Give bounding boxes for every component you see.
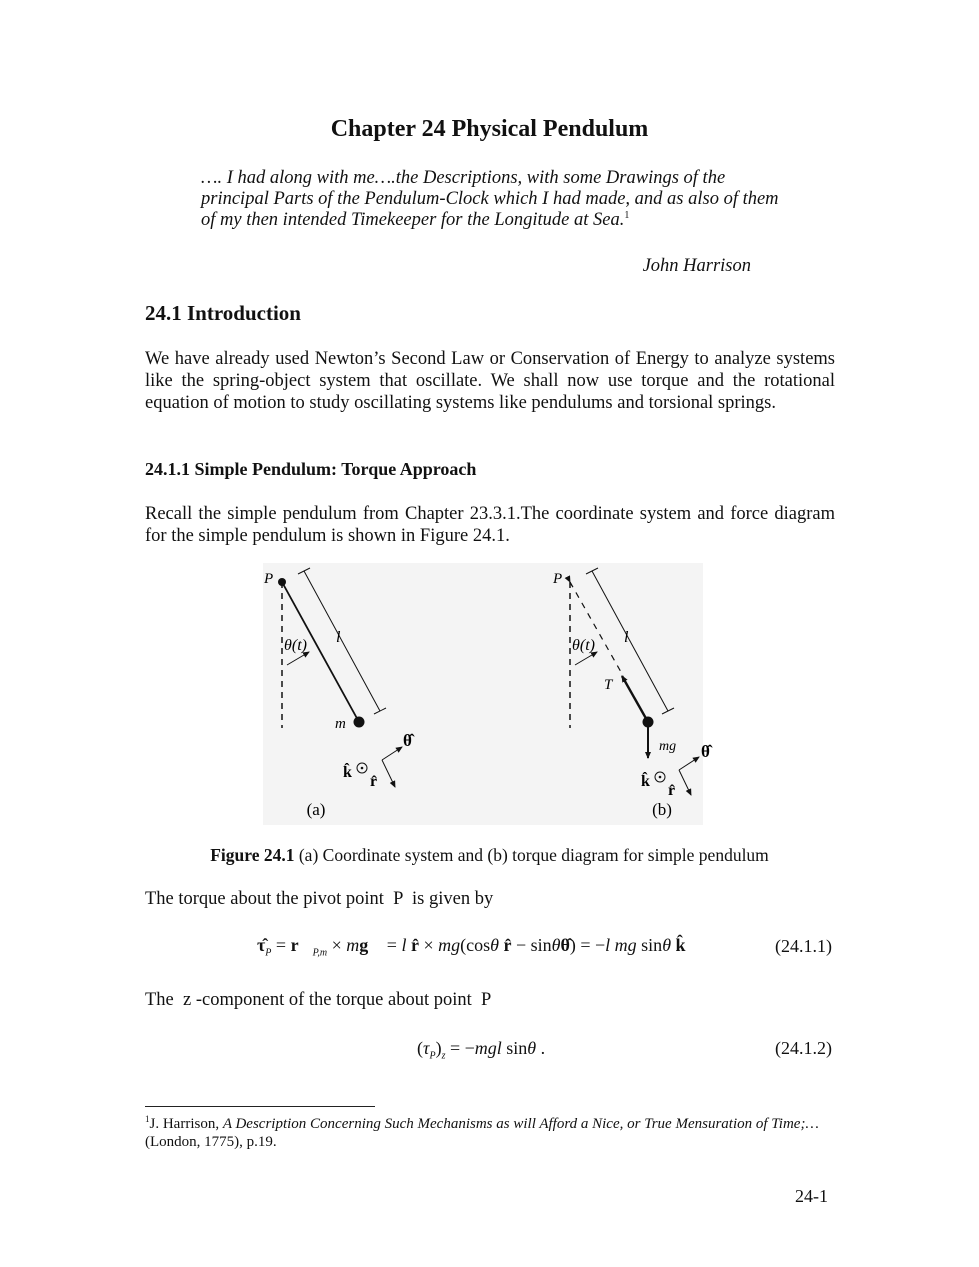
- figure-caption: [0, 845, 979, 866]
- page-number: 24-1: [795, 1186, 828, 1206]
- z-component-text: The z -component of the torque about point P: [145, 990, 492, 1010]
- pendulum-bob: [354, 717, 365, 728]
- footnote-rest: (London, 1775), p.19.: [145, 1134, 277, 1150]
- pivot-label: P: [264, 571, 274, 587]
- chapter-title: Chapter 24 Physical Pendulum: [330, 116, 649, 142]
- theta-hat-label: θ̂: [701, 742, 710, 761]
- out-of-page-dot: [659, 776, 662, 779]
- mass-label: m: [335, 716, 346, 732]
- panel-b-label: (b): [652, 800, 672, 819]
- pivot-point: [278, 578, 286, 586]
- footnote-number: 1: [145, 1114, 150, 1124]
- equation-number-2: (24.1.2): [775, 1038, 832, 1058]
- pendulum-figure: [0, 555, 979, 830]
- r-hat-label: r̂: [370, 773, 378, 790]
- footnote-rule: [145, 1106, 375, 1107]
- tension-label: T: [604, 677, 613, 693]
- epigraph: [201, 168, 786, 231]
- weight-label: mg: [659, 739, 677, 754]
- r-hat-label: r̂: [668, 782, 676, 799]
- footnote: [145, 1115, 835, 1151]
- section-heading: 24.1 Introduction: [145, 301, 301, 325]
- equation-24-1-1: $\taû_P$ = $r⃗_{P,m}$ × mg⃗ = l r̂ × mg(cosθ r̂ − sinθθ̂) = −l mg sinθ k̂: [257, 935, 686, 959]
- length-label: l: [336, 629, 341, 646]
- pendulum-bob: [643, 717, 654, 728]
- angle-label: θ(t): [284, 637, 307, 654]
- panel-a-label: (a): [306, 800, 326, 819]
- k-hat-label: k̂: [641, 773, 650, 790]
- intro-paragraph: We have already used Newton’s Second Law or Conservation of Energy to analyze systems like the spring-object system that oscillate. We shall now use torque and the rotational equation of motion to study oscillating systems like pendulums and torsional springs.: [145, 349, 835, 413]
- angle-label: θ(t): [572, 637, 595, 654]
- torque-intro: The torque about the pivot point P is given by: [145, 889, 494, 909]
- out-of-page-dot: [361, 767, 364, 770]
- epigraph-text: …. I had along with me….the Descriptions, with some Drawings of the principal Parts of the Pendulum-Clock which I had made, and as also of them of my then intended Timekeeper for the Longitude at Sea.: [201, 168, 779, 230]
- equation-24-1-2: $(\tau_P)_z = -mgl$ sinθ .: [417, 1038, 546, 1062]
- pivot-label: P: [553, 571, 563, 587]
- theta-hat-label: θ̂: [403, 731, 412, 750]
- k-hat-label: k̂: [343, 764, 352, 781]
- equation-number-1: (24.1.1): [775, 936, 832, 956]
- epigraph-author: John Harrison: [642, 256, 751, 276]
- epigraph-footnote-mark[interactable]: 1: [624, 210, 630, 221]
- recall-paragraph: Recall the simple pendulum from Chapter 23.3.1.The coordinate system and force diagram for the simple pendulum is shown in Figure 24.1.: [145, 504, 835, 546]
- footnote-author: J. Harrison,: [149, 1116, 223, 1132]
- footnote-title: A Description Concerning Such Mechanisms as will Afford a Nice, or True Mensuration of Time;…: [222, 1116, 819, 1132]
- figure-caption-label: Figure 24.1: [210, 845, 295, 865]
- figure-background: [263, 563, 703, 825]
- figure-caption-text: (a) Coordinate system and (b) torque diagram for simple pendulum: [294, 845, 769, 865]
- length-label: l: [624, 629, 629, 646]
- subsection-heading: 24.1.1 Simple Pendulum: Torque Approach: [145, 459, 477, 479]
